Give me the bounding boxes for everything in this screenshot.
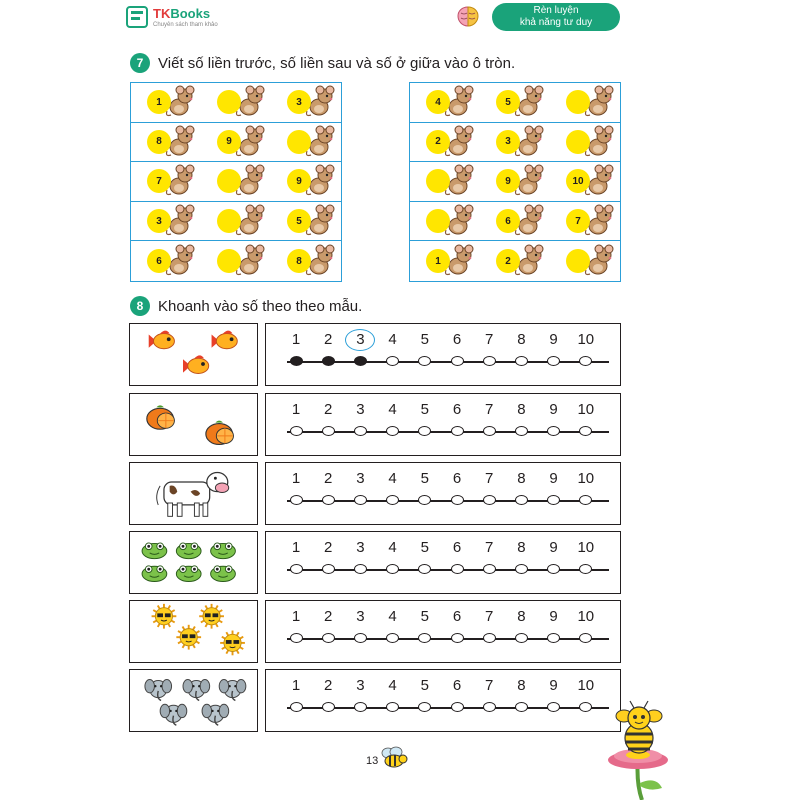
grid-row xyxy=(131,162,341,202)
empty-node[interactable] xyxy=(354,564,367,574)
empty-node[interactable] xyxy=(579,356,592,366)
empty-node[interactable] xyxy=(290,633,303,643)
number-option[interactable]: 3 xyxy=(356,470,365,487)
number-option[interactable]: 9 xyxy=(549,401,558,418)
frog-icon xyxy=(130,532,256,592)
number-circle: 3 xyxy=(287,90,311,114)
number-option[interactable]: 3 xyxy=(356,677,365,694)
grid-cell xyxy=(416,202,480,240)
answer-circle[interactable] xyxy=(217,249,241,273)
number-option[interactable]: 7 xyxy=(485,470,494,487)
empty-node[interactable] xyxy=(483,356,496,366)
number-line xyxy=(287,569,609,571)
number-option[interactable]: 8 xyxy=(517,401,526,418)
number-option[interactable]: 3 xyxy=(356,331,365,348)
empty-node[interactable] xyxy=(451,702,464,712)
empty-node[interactable] xyxy=(322,564,335,574)
number-option[interactable]: 10 xyxy=(577,331,595,348)
number-option[interactable]: 4 xyxy=(388,608,397,625)
grid-row xyxy=(410,123,620,163)
number-option[interactable]: 10 xyxy=(577,539,595,556)
empty-node[interactable] xyxy=(386,564,399,574)
empty-node[interactable] xyxy=(483,633,496,643)
exercise-instruction: Viết số liền trước, số liền sau và số ở giữa vào ô tròn. xyxy=(158,54,516,72)
grid-cell xyxy=(556,162,620,200)
filled-node[interactable] xyxy=(322,356,335,366)
empty-node[interactable] xyxy=(322,495,335,505)
picture-box xyxy=(129,462,258,525)
grid-cell xyxy=(137,123,201,161)
number-grid-right xyxy=(409,82,621,282)
number-option[interactable]: 8 xyxy=(517,470,526,487)
book-logo-icon xyxy=(126,6,148,28)
number-option[interactable]: 4 xyxy=(388,539,397,556)
number-option[interactable]: 4 xyxy=(388,677,397,694)
grid-cell xyxy=(486,242,550,280)
empty-node[interactable] xyxy=(451,426,464,436)
number-option[interactable]: 8 xyxy=(517,608,526,625)
empty-node[interactable] xyxy=(418,426,431,436)
bee-on-flower-icon xyxy=(598,698,680,800)
empty-node[interactable] xyxy=(579,633,592,643)
empty-node[interactable] xyxy=(547,356,560,366)
number-line-box xyxy=(265,393,621,456)
number-option[interactable]: 9 xyxy=(549,331,558,348)
brand-tagline: Chuyên sách tham khảo xyxy=(153,21,218,28)
empty-node[interactable] xyxy=(290,564,303,574)
number-option[interactable]: 6 xyxy=(452,470,462,487)
sun-icon xyxy=(130,601,256,661)
grid-row xyxy=(410,162,620,202)
number-circle: 4 xyxy=(426,90,450,114)
number-circle: 7 xyxy=(566,209,590,233)
grid-cell xyxy=(277,162,341,200)
empty-node[interactable] xyxy=(386,356,399,366)
brand-logo xyxy=(126,6,218,28)
empty-node[interactable] xyxy=(515,633,528,643)
grid-row xyxy=(410,241,620,281)
filled-node[interactable] xyxy=(354,356,367,366)
number-line-box xyxy=(265,531,621,594)
empty-node[interactable] xyxy=(515,356,528,366)
number-circle: 8 xyxy=(147,130,171,154)
picture-box xyxy=(129,669,258,732)
empty-node[interactable] xyxy=(322,426,335,436)
grid-cell xyxy=(137,242,201,280)
fish-icon xyxy=(130,324,256,384)
picture-box xyxy=(129,531,258,594)
number-option[interactable]: 3 xyxy=(356,401,365,418)
number-line xyxy=(287,500,609,502)
number-option[interactable]: 9 xyxy=(549,677,558,694)
number-option[interactable]: 3 xyxy=(356,608,365,625)
number-option[interactable]: 10 xyxy=(577,470,595,487)
empty-node[interactable] xyxy=(579,495,592,505)
number-circle: 7 xyxy=(147,169,171,193)
grid-cell xyxy=(277,202,341,240)
number-circle: 9 xyxy=(287,169,311,193)
answer-circle[interactable] xyxy=(566,130,590,154)
empty-node[interactable] xyxy=(483,426,496,436)
grid-row xyxy=(131,83,341,123)
brain-icon xyxy=(455,4,481,30)
empty-node[interactable] xyxy=(515,564,528,574)
number-option[interactable]: 1 xyxy=(291,539,301,556)
number-option[interactable]: 1 xyxy=(291,608,301,625)
empty-node[interactable] xyxy=(547,495,560,505)
grid-cell xyxy=(277,83,341,121)
number-line xyxy=(287,431,609,433)
grid-cell xyxy=(137,162,201,200)
number-option[interactable]: 2 xyxy=(324,608,333,625)
grid-cell xyxy=(207,202,271,240)
number-option[interactable]: 6 xyxy=(452,331,462,348)
number-option[interactable]: 6 xyxy=(452,539,462,556)
grid-row xyxy=(410,202,620,242)
grid-cell xyxy=(556,123,620,161)
number-line-box xyxy=(265,600,621,663)
number-circle: 2 xyxy=(426,130,450,154)
number-option[interactable]: 1 xyxy=(291,401,301,418)
number-option[interactable]: 1 xyxy=(291,470,301,487)
number-option[interactable]: 10 xyxy=(577,608,595,625)
number-line-box xyxy=(265,323,621,386)
number-option[interactable]: 10 xyxy=(577,401,595,418)
number-circle: 8 xyxy=(287,249,311,273)
grid-cell xyxy=(486,123,550,161)
number-line xyxy=(287,638,609,640)
number-circle: 5 xyxy=(287,209,311,233)
empty-node[interactable] xyxy=(579,426,592,436)
empty-node[interactable] xyxy=(354,633,367,643)
empty-node[interactable] xyxy=(515,495,528,505)
grid-cell xyxy=(556,83,620,121)
picture-box xyxy=(129,393,258,456)
exercise-number: 8 xyxy=(130,296,150,316)
grid-row xyxy=(131,123,341,163)
empty-node[interactable] xyxy=(354,426,367,436)
empty-node[interactable] xyxy=(515,702,528,712)
number-option[interactable]: 7 xyxy=(485,539,494,556)
number-option[interactable]: 10 xyxy=(577,677,595,694)
empty-node[interactable] xyxy=(451,356,464,366)
number-option[interactable]: 3 xyxy=(356,539,365,556)
empty-node[interactable] xyxy=(547,702,560,712)
page-number: 13 xyxy=(366,755,379,767)
brand-name: TKBooks xyxy=(153,5,211,21)
number-option[interactable]: 5 xyxy=(420,401,429,418)
answer-circle[interactable] xyxy=(217,209,241,233)
filled-node[interactable] xyxy=(290,356,303,366)
number-option[interactable]: 2 xyxy=(324,539,333,556)
number-circle: 9 xyxy=(496,169,520,193)
number-line-box xyxy=(265,462,621,525)
empty-node[interactable] xyxy=(418,495,431,505)
grid-cell xyxy=(416,123,480,161)
number-grid-left xyxy=(130,82,342,282)
empty-node[interactable] xyxy=(451,495,464,505)
number-option[interactable]: 5 xyxy=(420,470,429,487)
empty-node[interactable] xyxy=(354,702,367,712)
number-circle: 10 xyxy=(566,169,590,193)
number-option[interactable]: 1 xyxy=(291,331,301,348)
number-option[interactable]: 4 xyxy=(388,331,397,348)
grid-cell xyxy=(277,123,341,161)
number-option[interactable]: 7 xyxy=(485,331,494,348)
grid-cell xyxy=(556,202,620,240)
grid-cell xyxy=(486,162,550,200)
number-circle: 9 xyxy=(217,130,241,154)
empty-node[interactable] xyxy=(547,426,560,436)
number-option[interactable]: 2 xyxy=(324,331,333,348)
grid-row xyxy=(131,241,341,281)
number-line xyxy=(287,707,609,709)
empty-node[interactable] xyxy=(322,633,335,643)
empty-node[interactable] xyxy=(290,702,303,712)
number-option[interactable]: 9 xyxy=(549,470,558,487)
number-circle: 1 xyxy=(147,90,171,114)
number-option[interactable]: 9 xyxy=(549,539,558,556)
number-option[interactable]: 7 xyxy=(485,677,494,694)
number-circle: 6 xyxy=(147,249,171,273)
number-option[interactable]: 2 xyxy=(324,401,333,418)
empty-node[interactable] xyxy=(515,426,528,436)
number-option[interactable]: 6 xyxy=(452,401,462,418)
orange-icon xyxy=(130,394,256,454)
grid-cell xyxy=(556,242,620,280)
empty-node[interactable] xyxy=(418,633,431,643)
grid-cell xyxy=(416,242,480,280)
number-option[interactable]: 4 xyxy=(388,470,397,487)
empty-node[interactable] xyxy=(418,356,431,366)
picture-box xyxy=(129,600,258,663)
empty-node[interactable] xyxy=(290,495,303,505)
answer-circle[interactable] xyxy=(287,130,311,154)
empty-node[interactable] xyxy=(418,564,431,574)
grid-cell xyxy=(416,83,480,121)
elephant-icon xyxy=(130,670,256,730)
picture-box xyxy=(129,323,258,386)
grid-cell xyxy=(137,202,201,240)
exercise-7-heading xyxy=(130,53,515,73)
grid-row xyxy=(410,83,620,123)
number-line-box xyxy=(265,669,621,732)
number-circle: 6 xyxy=(496,209,520,233)
bee-icon xyxy=(378,745,410,771)
exercise-8-heading xyxy=(130,296,362,316)
empty-node[interactable] xyxy=(451,633,464,643)
empty-node[interactable] xyxy=(322,702,335,712)
answer-circle[interactable] xyxy=(426,209,450,233)
empty-node[interactable] xyxy=(386,633,399,643)
number-circle: 1 xyxy=(426,249,450,273)
number-option[interactable]: 9 xyxy=(549,608,558,625)
grid-cell xyxy=(207,242,271,280)
skill-badge: Rèn luyện khả năng tư duy xyxy=(492,3,620,31)
exercise-number: 7 xyxy=(130,53,150,73)
grid-cell xyxy=(207,123,271,161)
number-circle: 2 xyxy=(496,249,520,273)
number-option[interactable]: 6 xyxy=(452,677,462,694)
grid-cell xyxy=(277,242,341,280)
number-option[interactable]: 2 xyxy=(324,677,333,694)
number-option[interactable]: 5 xyxy=(420,331,429,348)
empty-node[interactable] xyxy=(354,495,367,505)
empty-node[interactable] xyxy=(483,702,496,712)
empty-node[interactable] xyxy=(483,564,496,574)
number-circle: 5 xyxy=(496,90,520,114)
number-circle: 3 xyxy=(147,209,171,233)
empty-node[interactable] xyxy=(418,702,431,712)
grid-cell xyxy=(207,162,271,200)
number-option[interactable]: 5 xyxy=(420,677,429,694)
grid-row xyxy=(131,202,341,242)
grid-cell xyxy=(486,83,550,121)
empty-node[interactable] xyxy=(451,564,464,574)
grid-cell xyxy=(137,83,201,121)
number-option[interactable]: 7 xyxy=(485,401,494,418)
empty-node[interactable] xyxy=(547,564,560,574)
empty-node[interactable] xyxy=(386,495,399,505)
number-option[interactable]: 7 xyxy=(485,608,494,625)
number-option[interactable]: 8 xyxy=(517,331,526,348)
empty-node[interactable] xyxy=(579,564,592,574)
exercise-instruction: Khoanh vào số theo theo mẫu. xyxy=(158,297,363,315)
number-option[interactable]: 4 xyxy=(388,401,397,418)
number-option[interactable]: 2 xyxy=(324,470,333,487)
empty-node[interactable] xyxy=(290,426,303,436)
grid-cell xyxy=(207,83,271,121)
empty-node[interactable] xyxy=(483,495,496,505)
number-option[interactable]: 5 xyxy=(420,608,429,625)
number-option[interactable]: 6 xyxy=(452,608,462,625)
number-line xyxy=(287,361,609,363)
empty-node[interactable] xyxy=(386,426,399,436)
number-option[interactable]: 5 xyxy=(420,539,429,556)
empty-node[interactable] xyxy=(386,702,399,712)
number-option[interactable]: 8 xyxy=(517,539,526,556)
empty-node[interactable] xyxy=(547,633,560,643)
number-option[interactable]: 1 xyxy=(291,677,301,694)
empty-node[interactable] xyxy=(579,702,592,712)
answer-circle[interactable] xyxy=(566,249,590,273)
grid-cell xyxy=(486,202,550,240)
number-option[interactable]: 8 xyxy=(517,677,526,694)
grid-cell xyxy=(416,162,480,200)
number-circle: 3 xyxy=(496,130,520,154)
cow-icon xyxy=(130,463,256,523)
